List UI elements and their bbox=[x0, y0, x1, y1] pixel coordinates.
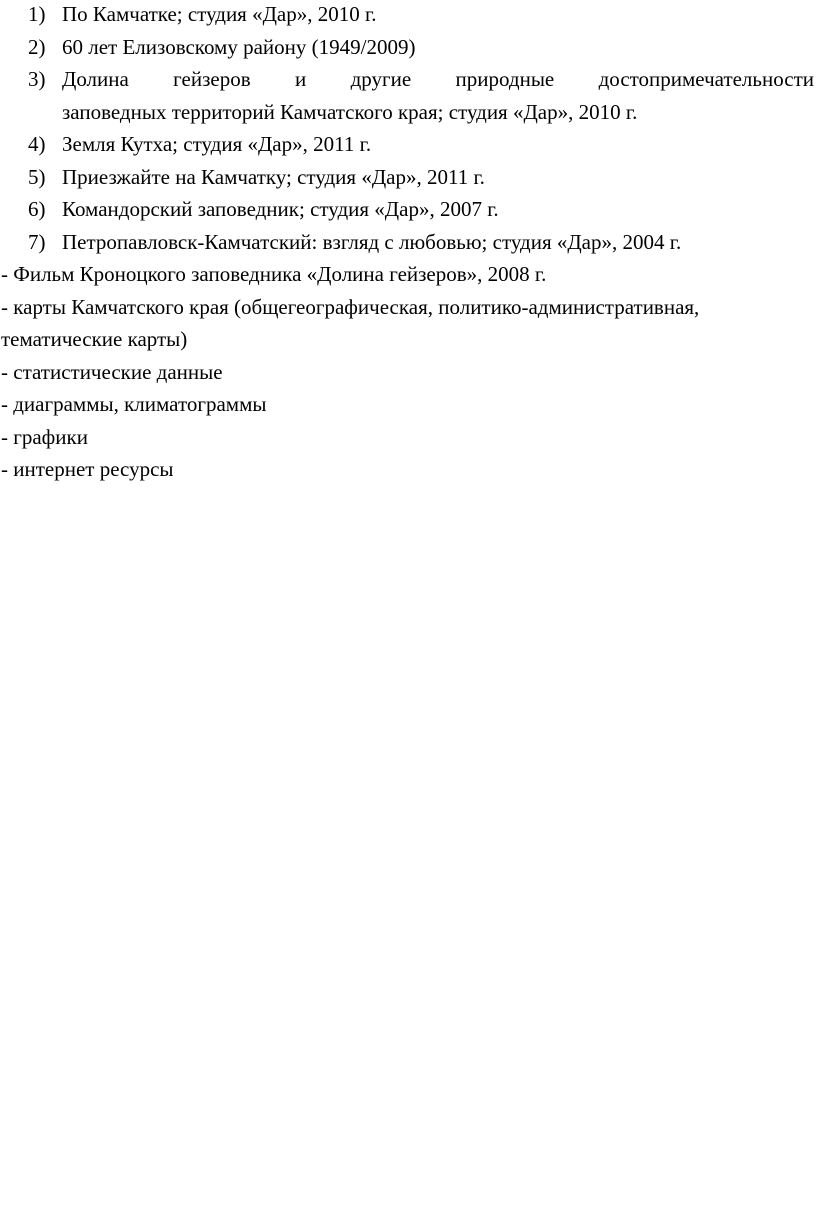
list-item-text: Земля Кутха; студия «Дар», 2011 г. bbox=[62, 132, 372, 156]
list-item bbox=[0, 226, 816, 259]
list-item-text: Долина гейзеров и другие природные достопримечательности bbox=[62, 67, 814, 91]
list-number: 4) bbox=[28, 132, 46, 156]
dash-item: - интернет ресурсы bbox=[1, 457, 174, 481]
list-number: 7) bbox=[28, 229, 46, 254]
list-item-text: Приезжайте на Камчатку; студия «Дар», 2011 г. bbox=[62, 164, 485, 189]
list-item bbox=[0, 193, 816, 226]
numbered-list bbox=[0, 0, 816, 258]
list-item-text-continuation: заповедных территорий Камчатского края; студия «Дар», 2010 г. bbox=[62, 99, 638, 124]
dash-item: - диаграммы, климатограммы bbox=[1, 392, 267, 416]
list-item bbox=[0, 128, 816, 161]
list-item-text: 60 лет Елизовскому району (1949/2009) bbox=[62, 34, 416, 59]
dash-item-continuation: тематические карты) bbox=[1, 327, 188, 351]
list-item bbox=[0, 63, 816, 128]
list-number: 5) bbox=[28, 164, 46, 189]
dash-item: - графики bbox=[1, 424, 88, 449]
list-number: 2) bbox=[28, 34, 46, 59]
dash-item: - карты Камчатского края (общегеографическая, политико-административная, bbox=[1, 294, 700, 319]
list-number: 6) bbox=[28, 197, 46, 221]
dash-item: - Фильм Кроноцкого заповедника «Долина гейзеров», 2008 г. bbox=[1, 262, 547, 286]
dash-item: - статистические данные bbox=[1, 359, 223, 384]
dash-list bbox=[0, 258, 816, 486]
list-number: 3) bbox=[28, 67, 46, 91]
list-item-text: По Камчатке; студия «Дар», 2010 г. bbox=[62, 2, 377, 26]
list-item bbox=[0, 31, 816, 64]
list-number: 1) bbox=[28, 2, 46, 26]
list-item bbox=[0, 161, 816, 194]
list-item-text: Командорский заповедник; студия «Дар», 2007 г. bbox=[62, 197, 499, 221]
list-item bbox=[0, 0, 816, 31]
list-item-text: Петропавловск-Камчатский: взгляд с любовью; студия «Дар», 2004 г. bbox=[62, 229, 682, 254]
